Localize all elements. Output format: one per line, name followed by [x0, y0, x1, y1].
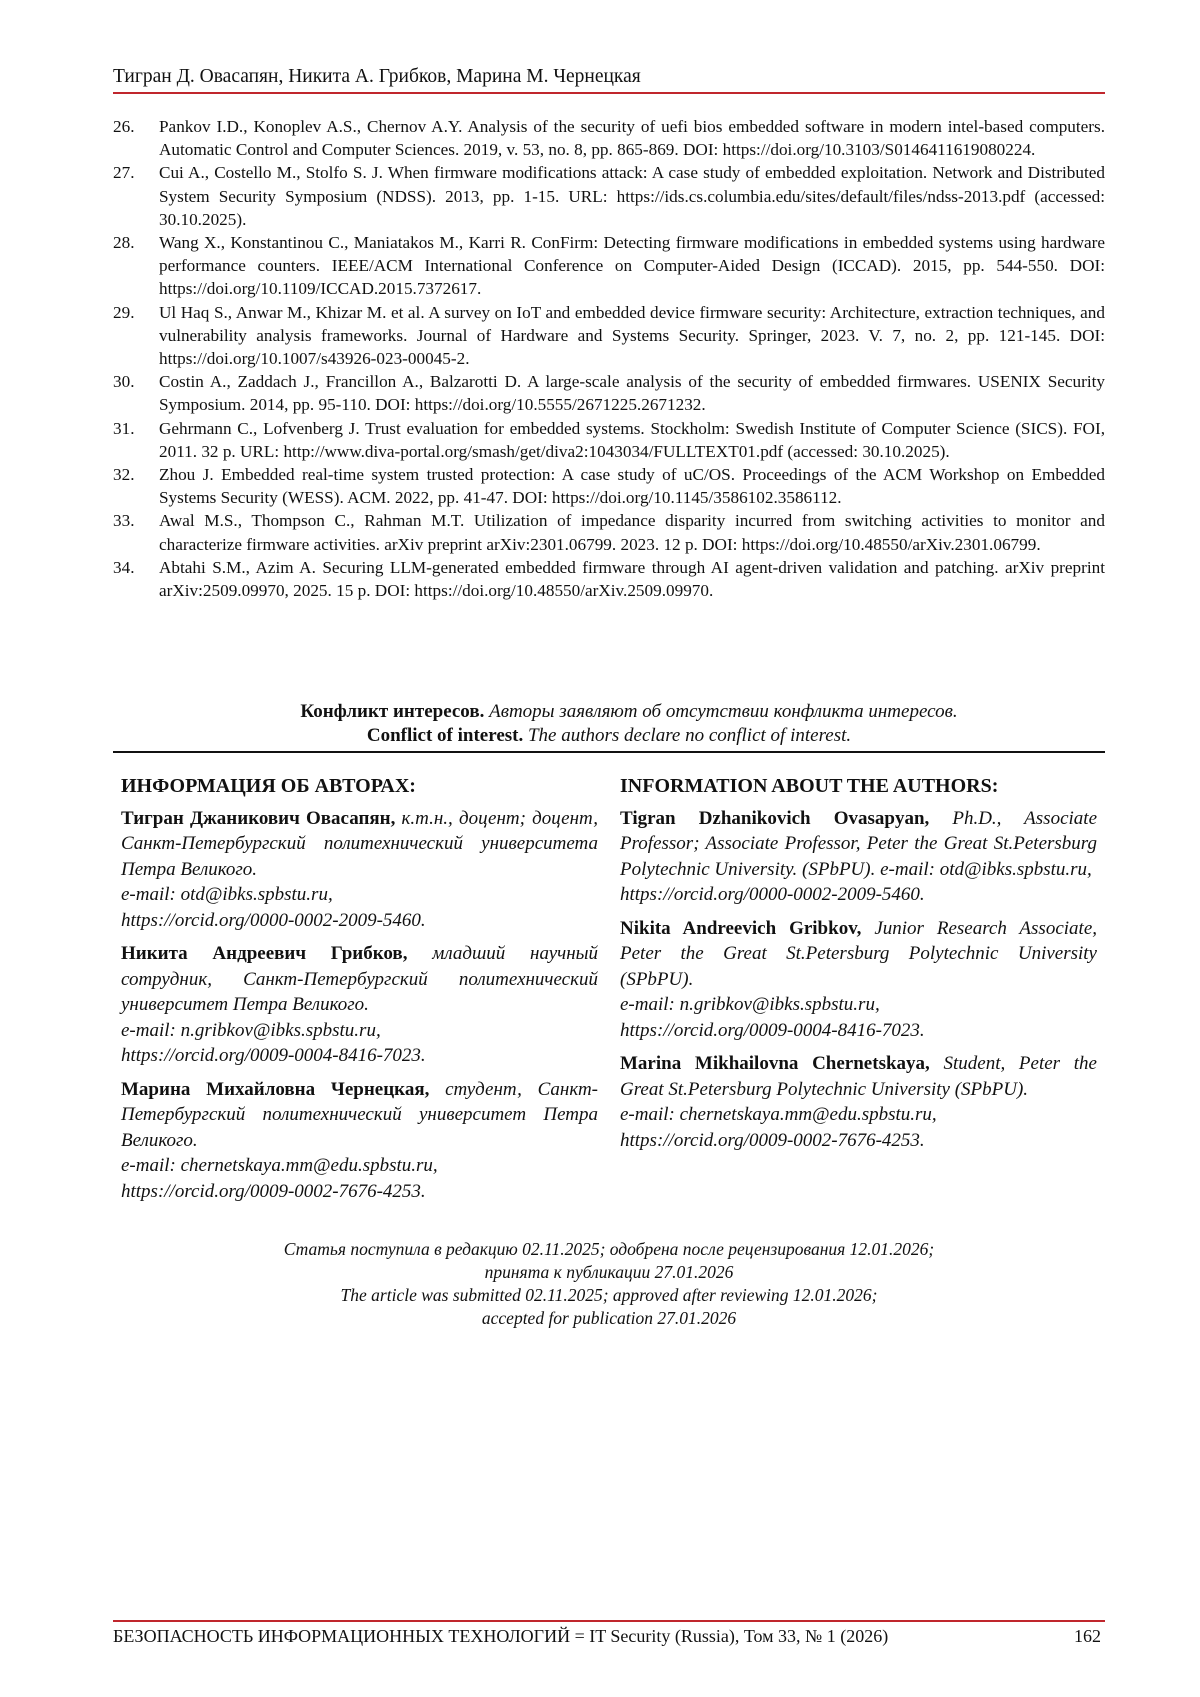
reference-text: Abtahi S.M., Azim A. Securing LLM-generated embedded firmware through AI agent-driven validation and patching. arXiv preprint arXiv:2509.09970, 2025. 15 p. DOI: https://doi.org/10.48550/arXiv.2509.09970. [159, 557, 1105, 601]
reference-number: 31. [113, 418, 135, 438]
author-email[interactable]: e-mail: otd@ibks.spbstu.ru, [121, 884, 333, 905]
author-details: Student, Peter the Great St.Petersburg Polytechnic University (SPbPU). [620, 1053, 1097, 1100]
dates-en-line1: The article was submitted 02.11.2025; approved after reviewing 12.01.2026; [340, 1285, 878, 1305]
author-details: к.т.н., доцент; доцент, Санкт-Петербургский политехнический университета Петра Великого. [121, 807, 598, 880]
reference-item [113, 417, 1105, 463]
author-entry [121, 1077, 598, 1205]
reference-text: Awal M.S., Thompson C., Rahman M.T. Utilization of impedance disparity incurred from switching activities to monitor and characterize firmware activities. arXiv preprint arXiv:2301.06799. 2023. 12 p. DOI: https://doi.org/10.48550/arXiv.2301.06799. [159, 511, 1105, 554]
author-details: Ph.D., Associate Professor; Associate Professor, Peter the Great St.Petersburg Polytechnic University. (SPbPU). [620, 807, 1098, 880]
reference-list [113, 115, 1105, 602]
reference-number: 27. [113, 163, 135, 183]
conflict-ru-text: Авторы заявляют об отсутствии конфликта интересов. [489, 701, 958, 722]
author-orcid[interactable]: https://orcid.org/0009-0004-8416-7023. [121, 1045, 426, 1066]
authors-en-heading: INFORMATION ABOUT THE AUTHORS: [620, 775, 999, 797]
author-email[interactable]: e-mail: chernetskaya.mm@edu.spbstu.ru, [121, 1155, 438, 1176]
reference-number: 32. [113, 465, 135, 485]
author-name: Nikita Andreevich Gribkov, [620, 917, 862, 939]
reference-number: 34. [113, 557, 135, 577]
running-header [113, 66, 1105, 94]
page-number: 162 [1074, 1626, 1101, 1646]
reference-number: 29. [113, 302, 135, 322]
dates-ru-line2: принята к публикации 27.01.2026 [484, 1262, 734, 1282]
conflict-ru-label: Конфликт интересов. [300, 701, 485, 722]
reference-item [113, 463, 1105, 509]
author-details: студент, Санкт-Петербургский политехнический университет Петра Великого. [121, 1078, 599, 1151]
author-details: Junior Research Associate, Peter the Great St.Petersburg Polytechnic University (SPbPU). [620, 917, 1097, 990]
author-orcid[interactable]: https://orcid.org/0009-0002-7676-4253. [121, 1180, 426, 1202]
conflict-ru [113, 700, 1105, 724]
author-entry [620, 916, 1097, 1044]
reference-number: 33. [113, 511, 135, 531]
reference-number: 30. [113, 372, 135, 392]
author-orcid[interactable]: https://orcid.org/0009-0004-8416-7023. [620, 1019, 925, 1041]
author-entry [620, 1051, 1097, 1153]
reference-item [113, 509, 1105, 555]
reference-number: 28. [113, 233, 135, 253]
authors-info-ru [121, 774, 598, 1212]
section-divider [113, 751, 1105, 753]
authors-ru-heading: ИНФОРМАЦИЯ ОБ АВТОРАХ: [121, 775, 416, 797]
reference-item [113, 556, 1105, 602]
reference-item [113, 370, 1105, 416]
author-orcid[interactable]: https://orcid.org/0000-0002-2009-5460. [121, 909, 426, 931]
dates-en-line2: accepted for publication 27.01.2026 [481, 1308, 737, 1328]
conflict-of-interest [113, 700, 1105, 748]
reference-text: Wang X., Konstantinou C., Maniatakos M., Karri R. ConFirm: Detecting firmware modifications in embedded systems using hardware performance counters. IEEE/ACM International Conference on Computer-Aided Design (ICCAD). 2015, pp. 544-550. DOI: https://doi.org/10.1109/ICCAD.2015.7372617. [159, 233, 1105, 299]
authors-info-en [620, 774, 1097, 1161]
author-entry [121, 941, 598, 1069]
conflict-en-text: The authors declare no conflict of interest. [527, 725, 852, 746]
author-name: Марина Михайловна Чернецкая, [121, 1078, 430, 1100]
author-email[interactable]: e-mail: n.gribkov@ibks.spbstu.ru, [121, 1019, 381, 1041]
reference-text: Costin A., Zaddach J., Francillon A., Balzarotti D. A large-scale analysis of the security of embedded firmwares. USENIX Security Symposium. 2014, pp. 95-110. DOI: https://doi.org/10.5555/2671225.2671232. [159, 372, 1105, 415]
dates-ru-line1: Статья поступила в редакцию 02.11.2025; одобрена после рецензирования 12.01.2026; [283, 1239, 935, 1259]
author-entry [620, 806, 1097, 908]
reference-text: Cui A., Costello M., Stolfo S. J. When firmware modifications attack: A case study of embedded exploitation. Network and Distributed System Security Symposium (NDSS). 2013, pp. 1-15. URL: https://ids.cs.columbia.edu/sites/default/files/ndss-2013.pdf (accessed: 30.10.2025). [159, 163, 1105, 229]
article-dates [113, 1238, 1105, 1330]
reference-item [113, 161, 1105, 231]
reference-item [113, 231, 1105, 301]
reference-item [113, 301, 1105, 371]
footer-journal: БЕЗОПАСНОСТЬ ИНФОРМАЦИОННЫХ ТЕХНОЛОГИЙ = IT Security (Russia), Том 33, № 1 (2026) [113, 1626, 889, 1646]
author-email[interactable]: e-mail: n.gribkov@ibks.spbstu.ru, [620, 994, 880, 1015]
author-email[interactable]: e-mail: chernetskaya.mm@edu.spbstu.ru, [620, 1104, 937, 1125]
author-email[interactable]: e-mail: otd@ibks.spbstu.ru, [880, 858, 1092, 880]
reference-text: Gehrmann C., Lofvenberg J. Trust evaluation for embedded systems. Stockholm: Swedish Institute of Computer Science (SICS). FOI, 2011. 32 p. URL: http://www.diva-portal.org/smash/get/diva2:1043034/FULLTEXT01.pdf (accessed: 30.10.2025). [159, 418, 1105, 461]
conflict-en-label: Conflict of interest. [366, 725, 524, 746]
running-footer [113, 1620, 1105, 1647]
author-name: Marina Mikhailovna Chernetskaya, [620, 1053, 930, 1074]
reference-text: Pankov I.D., Konoplev A.S., Chernov A.Y. Analysis of the security of uefi bios embedded software in modern intel-based computers. Automatic Control and Computer Sciences. 2019, v. 53, no. 8, pp. 865-869. DOI: https://doi.org/10.3103/S0146411619080224. [159, 117, 1105, 160]
author-orcid[interactable]: https://orcid.org/0000-0002-2009-5460. [620, 884, 925, 905]
author-name: Tigran Dzhanikovich Ovasapyan, [620, 807, 930, 829]
reference-number: 26. [113, 117, 135, 136]
conflict-en [113, 724, 1105, 748]
reference-text: Zhou J. Embedded real-time system trusted protection: A case study of uC/OS. Proceedings of the ACM Workshop on Embedded Systems Security (WESS). ACM. 2022, pp. 41-47. DOI: https://doi.org/10.1145/3586102.3586112. [159, 465, 1105, 508]
header-authors: Тигран Д. Овасапян, Никита А. Грибков, Марина М. Чернецкая [113, 66, 641, 87]
author-orcid[interactable]: https://orcid.org/0009-0002-7676-4253. [620, 1129, 925, 1151]
author-name: Тигран Джаникович Овасапян, [121, 807, 396, 829]
author-entry [121, 806, 598, 934]
author-details: младший научный сотрудник, Санкт-Петербургский политехнический университет Петра Великого. [121, 943, 599, 1015]
reference-item [113, 115, 1105, 161]
author-name: Никита Андреевич Грибков, [121, 943, 408, 964]
reference-text: Ul Haq S., Anwar M., Khizar M. et al. A survey on IoT and embedded device firmware security: Architecture, extraction techniques, and vulnerability analysis frameworks. Journal of Hardware and Systems Security. Springer, 2023. V. 7, no. 2, pp. 121-145. DOI: https://doi.org/10.1007/s43926-023-00045-2. [159, 302, 1105, 369]
